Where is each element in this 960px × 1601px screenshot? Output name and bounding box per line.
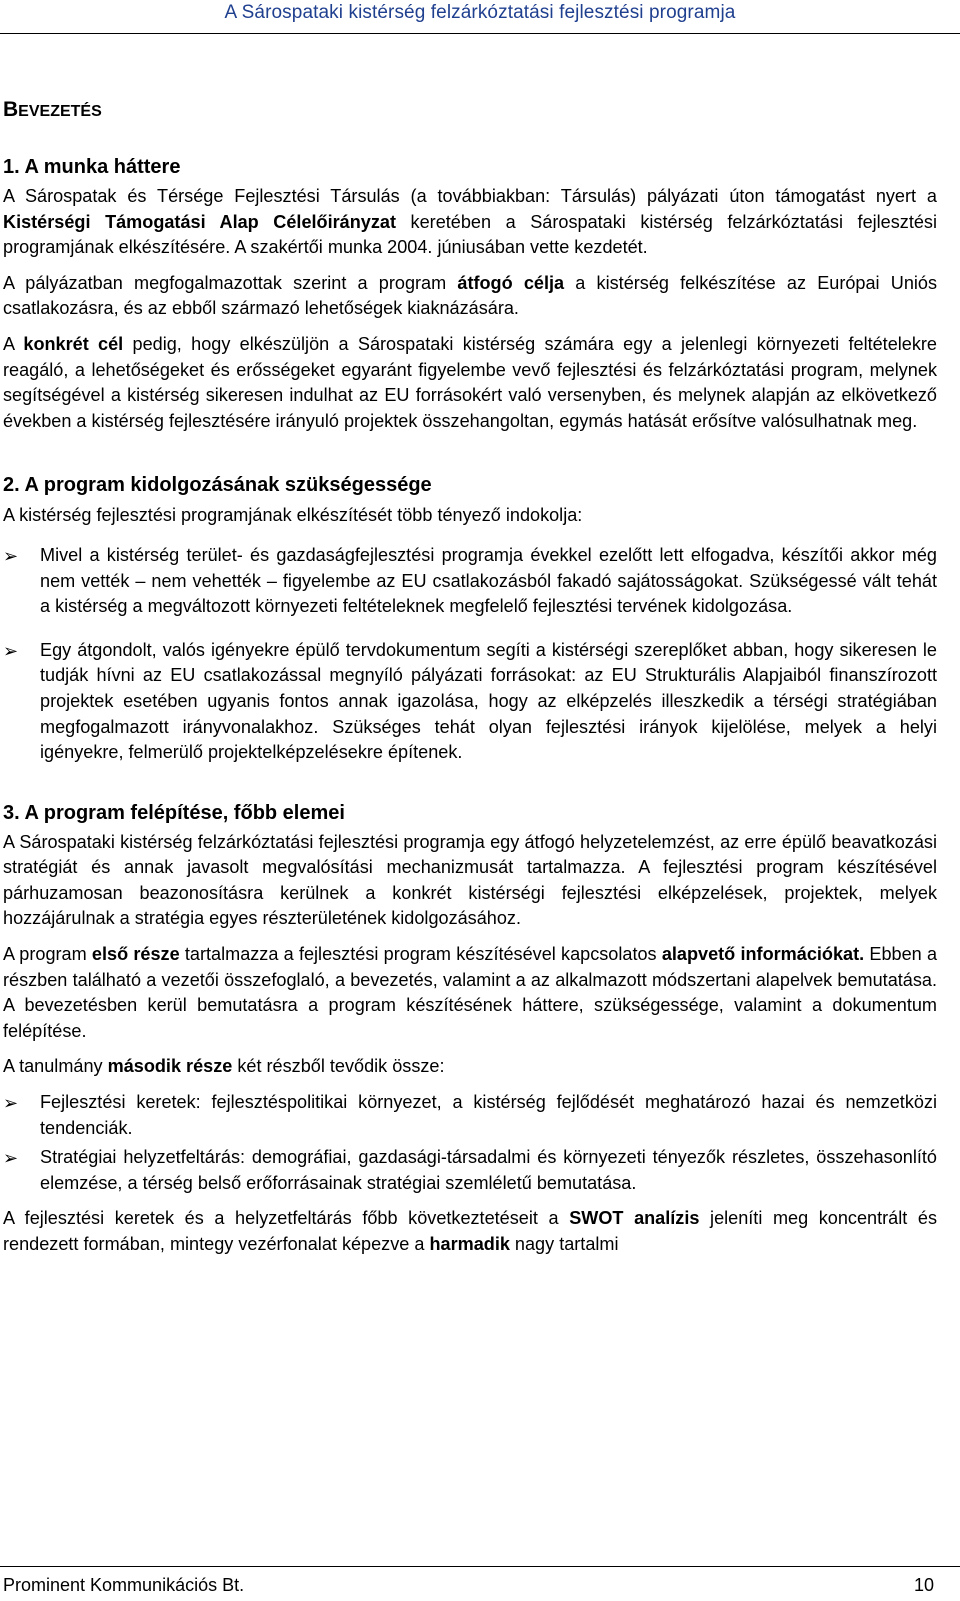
section-3-paragraph-1: [3, 830, 937, 932]
arrow-bullet-icon: ➢: [3, 1148, 19, 1169]
section-2-intro: A kistérség fejlesztési programjának elkészítését több tényező indokolja:: [3, 505, 583, 526]
bullet-text: Fejlesztési keretek: fejlesztéspolitikai környezet, a kistérség fejlődését meghatározó hazai és nemzetközi tendenciák.: [40, 1092, 937, 1138]
text-run: A: [3, 333, 24, 354]
text-run: tartalmazza a fejlesztési program készítésével kapcsolatos: [179, 944, 662, 965]
emphasis-text: első része: [91, 944, 180, 965]
emphasis-text: konkrét cél: [23, 333, 124, 354]
section-3-bullet-1: [3, 1090, 937, 1141]
text-run: pedig, hogy elkészüljön a Sárospataki kistérség számára egy a jelenlegi környezeti feltételekre reagáló, a lehetőségeket és erősségeket egyaránt figyelembe vevő fejlesztési és felzárkóztatási program, melynek segítségével a kistérség sikeresen indulhat az EU forrásokért való versenyben, és melynek alapján az elkövetkező években a kistérség fejlesztésére irányuló projektek összehangoltan, egymás hatását erősítve valósulhatnak meg.: [3, 333, 937, 431]
text-run: nagy tartalmi: [509, 1234, 619, 1254]
intro-heading-initial: B: [3, 98, 19, 121]
section-2-bullet-2: [3, 638, 937, 766]
section-3-paragraph-4: [3, 1206, 937, 1257]
text-run: keretében a Sárospataki kistérség felzárkóztatási fejlesztési programjának elkészítésére. A szakértői munka 2004. júniusában vette kezdetét.: [3, 211, 937, 258]
text-run: A Sárospataki kistérség felzárkóztatási fejlesztési programja egy átfogó helyzetelemzést, az erre épülő beavatkozási stratégiát és annak javasolt megvalósítási mechanizmusát tartalmazza. A fejlesztési program készítésével párhuzamosan beazonosításra kerülnek a konkrét kistérségi fejlesztési elképzelések, projektek, melyek hozzájárulnak a stratégia egyes részterületének kidolgozásához.: [3, 831, 937, 929]
section-2-heading: 2. A program kidolgozásának szükségessége: [3, 474, 432, 497]
emphasis-text: átfogó célja: [457, 272, 565, 293]
text-run: A program: [3, 944, 92, 965]
emphasis-text: alapvető információkat.: [661, 944, 865, 965]
section-3-bullet-2: [3, 1145, 937, 1196]
emphasis-text: második része: [107, 1056, 233, 1077]
section-1-heading: 1. A munka háttere: [3, 156, 181, 178]
running-header: A Sárospataki kistérség felzárkóztatási fejlesztési programja: [224, 2, 736, 23]
text-run: a kistérség felkészítése az Európai Uniós csatlakozásra, és az ebből származó lehetőségek kiaknázására.: [3, 272, 938, 319]
section-1-paragraph-1: [3, 184, 937, 261]
text-run: A Sárospatak és Térsége Fejlesztési Társulás (a továbbiakban: Társulás) pályázati úton támogatást nyert a: [3, 186, 937, 206]
text-run: Ebben a részben található a vezetői összefoglaló, a bevezetés, valamint a az alkalmazott módszertani alapelvek bemutatása. A bevezetésben kerül bemutatásra a program készítésének háttere, szükségessége, valamint a dokumentum felépítése.: [3, 944, 938, 1041]
intro-heading-rest: EVEZETÉS: [18, 103, 102, 120]
emphasis-text: harmadik: [429, 1234, 510, 1254]
bullet-text: Stratégiai helyzetfeltárás: demográfiai, gazdasági-társadalmi és környezeti tényezők részletes, összehasonlító elemzése, a térség belső erőforrásainak stratégiai szemléletű bemutatása.: [40, 1147, 937, 1193]
document-body: [3, 92, 937, 1258]
section-3-heading: 3. A program felépítése, főbb elemei: [3, 801, 345, 824]
text-run: két részből tevődik össze:: [232, 1056, 445, 1077]
section-3-paragraph-3: [3, 1054, 937, 1080]
bullet-text: Mivel a kistérség terület- és gazdaságfejlesztési programja évekkel ezelőtt lett elfogadva, készítői akkor még nem vették – nem vehették – figyelembe az EU csatlakozásból fakadó sajátosságokat. Szükségessé vált tehát a kistérség a megváltozott környezeti feltételeknek megfelelő fejlesztési tervének kidolgozása.: [40, 544, 937, 617]
arrow-bullet-icon: ➢: [3, 1093, 19, 1114]
footer-rule: [0, 1566, 960, 1567]
section-1-paragraph-2: [3, 271, 937, 322]
header-rule: [0, 33, 960, 34]
text-run: A tanulmány: [3, 1056, 108, 1077]
arrow-bullet-icon: ➢: [3, 640, 19, 661]
text-run: A pályázatban megfogalmazottak szerint a program: [3, 272, 458, 293]
text-run: jeleníti meg koncentrált és rendezett formában, mintegy vezérfonalat képezve a: [3, 1208, 937, 1254]
emphasis-text: SWOT analízis: [569, 1208, 700, 1229]
section-3-paragraph-2: [3, 942, 937, 1044]
intro-heading: [3, 92, 937, 130]
section-2-bullet-1: [3, 543, 937, 620]
page-number: 10: [913, 1575, 934, 1595]
bullet-text: Egy átgondolt, valós igényekre épülő tervdokumentum segíti a kistérségi szereplőket abban, hogy sikeresen le tudják hívni az EU csatlakozással megnyíló pályázati forrásokat: az EU Strukturális Alapjaiból finanszírozott projektek esetében ugyanis fontos annak igazolása, hogy az elképzelés illeszkedik a térségi stratégiában megfogalmazott irányvonalakhoz. Szükséges tehát olyan fejlesztési irányok kijelölése, melyek a helyi igényekre, felmerülő projektelképzelésekre építenek.: [40, 639, 937, 763]
text-run: A fejlesztési keretek és a helyzetfeltárás főbb következtetéseit a: [3, 1208, 570, 1229]
section-1-paragraph-3: [3, 332, 937, 434]
arrow-bullet-icon: ➢: [3, 545, 19, 566]
emphasis-text: Kistérségi Támogatási Alap Célelőirányzat: [3, 211, 396, 232]
footer-company: Prominent Kommunikációs Bt.: [3, 1575, 245, 1595]
